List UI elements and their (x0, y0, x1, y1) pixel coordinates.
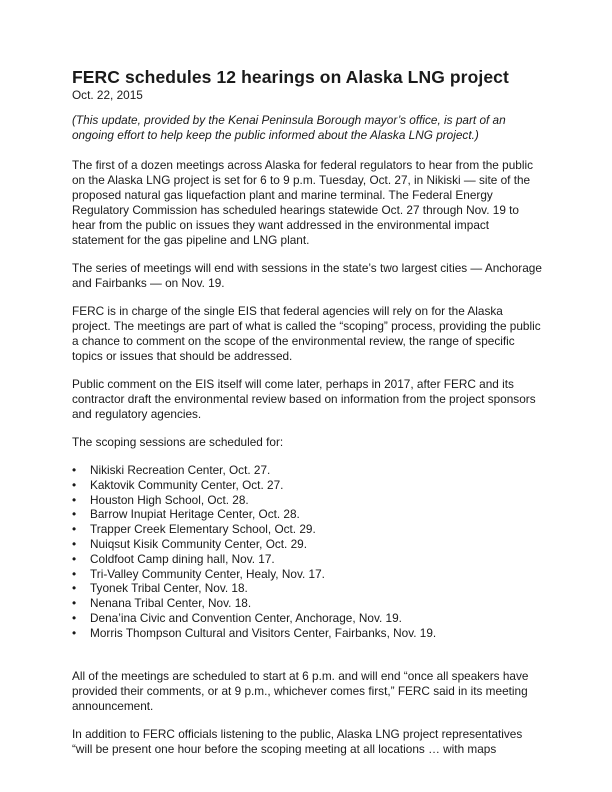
bullet: • (72, 492, 77, 507)
bullet: • (72, 536, 77, 551)
list-item (72, 626, 542, 641)
paragraph-1: The first of a dozen meetings across Alaska for federal regulators to hear from the public on the Alaska LNG project is set for 6 to 9 p.m. Tuesday, Oct. 27, in Nikiski — site of the proposed natural gas liquefaction plant and marine terminal. The Federal Energy Regulatory Commission has scheduled hearings statewide Oct. 27 through Nov. 19 to hear from the public on issues they want addressed in the environmental impact statement for the gas pipeline and LNG plant. (72, 158, 533, 247)
list-item-text: Barrow Inupiat Heritage Center, Oct. 28. (90, 507, 300, 522)
list-item-text: Morris Thompson Cultural and Visitors Center, Fairbanks, Nov. 19. (90, 625, 437, 640)
bullet: • (72, 507, 77, 522)
list-item (72, 507, 542, 522)
paragraph-7: In addition to FERC officials listening to the public, Alaska LNG project representatives “will be present one hour before the scoping meeting at all locations … with maps (72, 726, 523, 756)
article-date: Oct. 22, 2015 (72, 88, 143, 102)
list-item-text: Nuiqsut Kisik Community Center, Oct. 29. (90, 536, 308, 551)
bullet: • (72, 522, 77, 537)
article-title: FERC schedules 12 hearings on Alaska LNG project (72, 67, 509, 87)
list-item-text: Kaktovik Community Center, Oct. 27. (90, 477, 284, 492)
list-item (72, 611, 542, 626)
list-item (72, 537, 542, 552)
paragraph-3: FERC is in charge of the single EIS that federal agencies will rely on for the Alaska project. The meetings are part of what is called the “scoping” process, providing the public a chance to comment on the scope of the environmental review, the range of specific topics or issues that should be addressed. (72, 304, 541, 363)
list-item-text: Coldfoot Camp dining hall, Nov. 17. (90, 551, 275, 566)
list-item (72, 552, 542, 567)
list-item-text: Tri-Valley Community Center, Healy, Nov. 17. (90, 566, 325, 581)
bullet: • (72, 596, 77, 611)
paragraph-4: Public comment on the EIS itself will come later, perhaps in 2017, after FERC and its contractor draft the environmental review based on information from the project sponsors and regulatory agencies. (72, 377, 536, 421)
list-item (72, 522, 542, 537)
list-item (72, 478, 542, 493)
bullet: • (72, 463, 77, 477)
bullet: • (72, 566, 77, 581)
list-item-text: Dena’ina Civic and Convention Center, Anchorage, Nov. 19. (90, 610, 402, 625)
article-body (72, 66, 542, 757)
list-item (72, 567, 542, 582)
paragraph-2: The series of meetings will end with sessions in the state’s two largest cities — Anchorage and Fairbanks — on Nov. 19. (72, 261, 542, 290)
bullet: • (72, 625, 77, 640)
list-item-text: Trapper Creek Elementary School, Oct. 29. (90, 522, 316, 537)
list-item (72, 581, 542, 596)
paragraph-5: The scoping sessions are scheduled for: (72, 435, 284, 449)
bullet: • (72, 610, 77, 625)
intro-note: (This update, provided by the Kenai Peninsula Borough mayor’s office, is part of an ongoing effort to help keep the public informed about the Alaska LNG project.) (72, 113, 506, 142)
list-item (72, 493, 542, 508)
list-item-text: Nenana Tribal Center, Nov. 18. (90, 596, 252, 611)
paragraph-6: All of the meetings are scheduled to start at 6 p.m. and will end “once all speakers have provided their comments, or at 9 p.m., whichever comes first,” FERC said in its meeting announcement. (72, 668, 529, 713)
bullet: • (72, 581, 77, 596)
list-item (72, 463, 542, 478)
bullet: • (72, 551, 77, 566)
list-item-text: Houston High School, Oct. 28. (90, 492, 249, 507)
list-item-text: Tyonek Tribal Center, Nov. 18. (90, 581, 248, 596)
bullet: • (72, 477, 77, 492)
session-list (72, 463, 542, 641)
list-item (72, 596, 542, 611)
list-item-text: Nikiski Recreation Center, Oct. 27. (90, 463, 271, 477)
